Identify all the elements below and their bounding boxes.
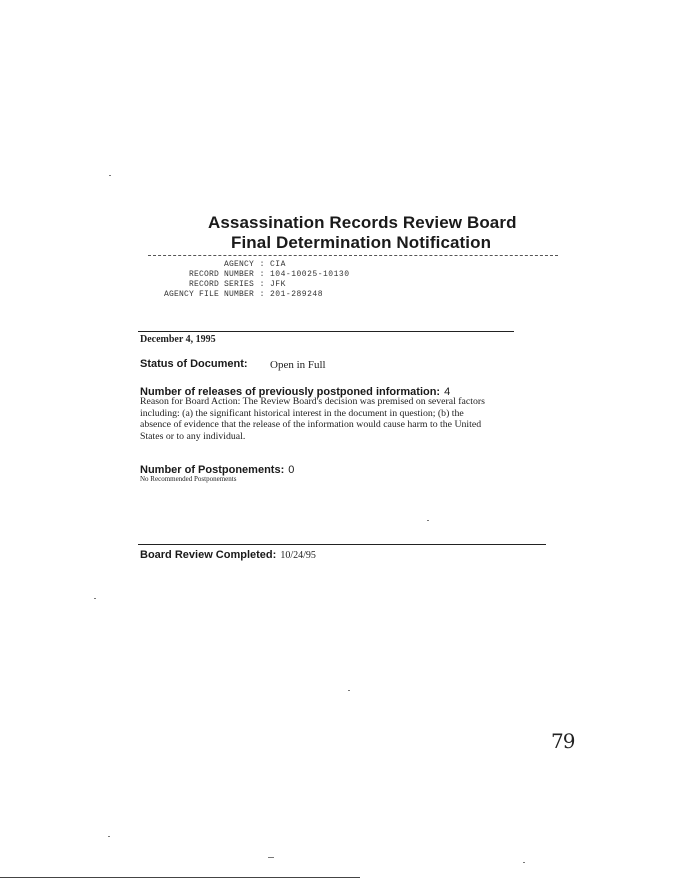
meta-agency-file-number-value: 201-289248 — [270, 290, 324, 299]
releases-value: 4 — [444, 386, 451, 398]
reason-line: absence of evidence that the release of the information would cause harm to the United — [140, 419, 482, 430]
postponements-value: 0 — [288, 464, 295, 476]
meta-record-series-value: JFK — [270, 280, 286, 289]
meta-record-number-label: RECORD NUMBER — [188, 270, 254, 279]
title-line-1: Assassination Records Review Board — [208, 213, 517, 232]
scan-speck — [348, 690, 350, 691]
meta-record-number: RECORD NUMBER : 104-10025-10130 — [128, 270, 350, 280]
meta-record-series-label: RECORD SERIES — [188, 280, 254, 289]
bottom-edge-line — [0, 877, 360, 878]
status-label: Status of Document: — [140, 358, 248, 370]
reason-line: Reason for Board Action: The Review Board's decision was premised on several factors — [140, 396, 485, 407]
meta-agency-value: CIA — [270, 260, 286, 269]
scan-speck — [94, 598, 96, 599]
title-line-2: Final Determination Notification — [231, 233, 492, 252]
meta-record-series: RECORD SERIES : JFK — [128, 280, 350, 290]
scan-speck — [108, 836, 110, 837]
meta-record-number-value: 104-10025-10130 — [270, 270, 350, 279]
page-number: 79 — [551, 729, 575, 753]
review-value: 10/24/95 — [280, 550, 316, 561]
review-label: Board Review Completed: — [140, 549, 277, 561]
meta-agency-label: AGENCY — [223, 260, 254, 269]
releases-label: Number of releases of previously postponed information: — [140, 386, 441, 398]
meta-agency-file-number-label: AGENCY FILE NUMBER — [163, 290, 254, 299]
meta-agency: AGENCY : CIA — [128, 260, 350, 270]
notification-date: December 4, 1995 — [140, 334, 216, 345]
reason-paragraph — [140, 396, 570, 442]
record-metadata — [128, 260, 350, 300]
postponements-label: Number of Postponements: — [140, 464, 285, 476]
scan-speck — [427, 520, 429, 521]
header-dashed-rule — [148, 255, 558, 256]
review-line — [140, 545, 316, 563]
scan-speck — [109, 175, 111, 176]
reason-line: States or to any individual. — [140, 430, 246, 442]
scan-speck — [268, 857, 274, 858]
scan-speck — [523, 862, 525, 863]
meta-agency-file-number: AGENCY FILE NUMBER : 201-289248 — [128, 290, 350, 300]
date-rule — [138, 331, 514, 332]
status-value: Open in Full — [270, 359, 326, 371]
postponements-note: No Recommended Postponements — [140, 475, 237, 483]
reason-line: including: (a) the significant historical interest in the document in question; (b) the — [140, 407, 464, 419]
